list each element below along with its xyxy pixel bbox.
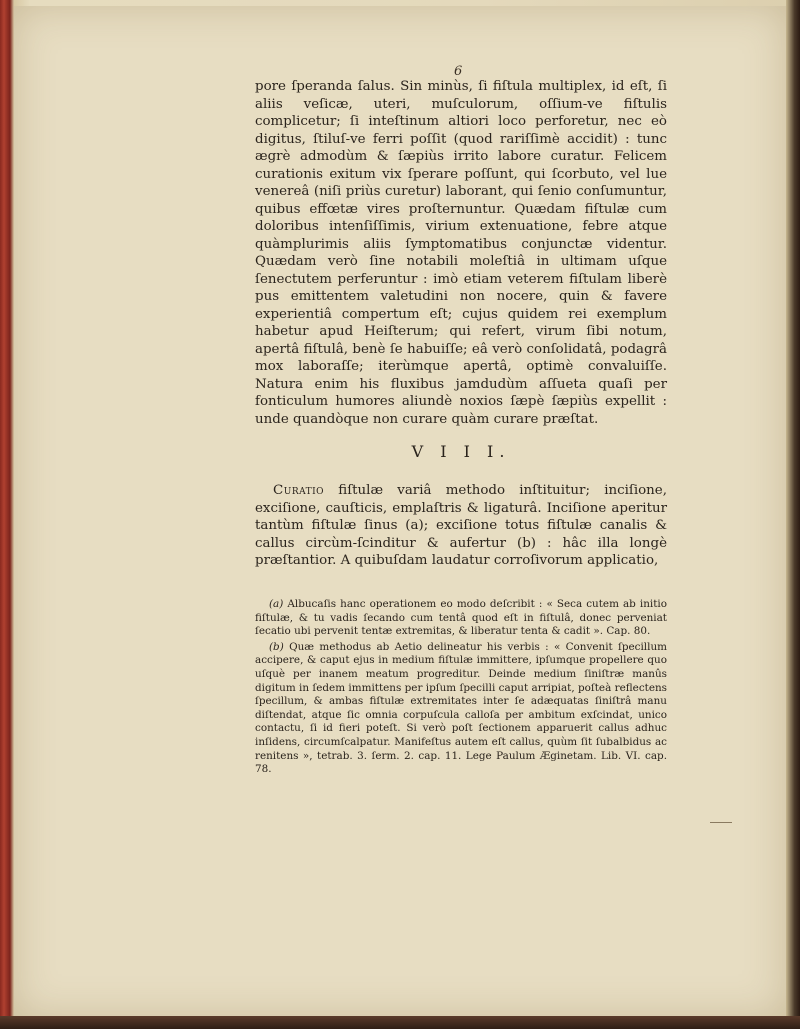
paragraph-1: pore ſperanda ſalus. Sin minùs, ſi fiſtula multiplex, id eſt, ſi aliis veſicæ, uteri, muſculorum, oſſium-ve fiſtulis complicetur; ſi inteſtinum altiori loco perforetur, nec eò digitus, ſtiluſ-ve ferri poſſit (quod rariſſimè accidit) : tunc ægrè admodùm & ſæpiùs irrito labore curatur. Felicem curationis exitum vix ſperare poſſunt, qui ſcorbuto, vel lue venereâ (niſi priùs curetur) laborant, qui ſenio conſumuntur, quibus effœtæ vires proſternuntur. Quædam fiſtulæ cum doloribus intenſiſſimis, virium extenuatione, febre atque quàmplurimis aliis ſymptomatibus conjunctæ videntur. Quædam verò ſine notabili moleſtiâ in ultimam uſque ſenectutem perferuntur : imò etiam veterem fiſtulam liberè pus emittentem valetudini non nocere, quin & favere experientiâ compertum eſt; cujus quidem rei exemplum habetur apud Heiſterum; qui refert, virum ſibi notum, apertâ fiſtulâ, benè ſe habuiſſe; eâ verò conſolidatâ, podagrâ mox laboraſſe; iterùmque apertâ, optimè convaluiſſe. Natura enim his fluxibus jamdudùm aſſueta quaſi per fonticulum humores aliundè noxios ſæpè ſæpiùs expellit : unde quandòque non curare quàm curare præſtat. (255, 79, 667, 427)
footnote-a (255, 598, 667, 639)
footnote-b-text: Quæ methodus ab Aetio delineatur his verbis : « Convenit ſpecillum accipere, & caput ejus in medium fiſtulæ immittere, ipſumque propellere quo uſquè per inanem meatum progreditur. Deinde medium ſiniſtræ manûs digitum in ſedem immittens per ipſum ſpecilli caput arripiat, poſteà reflectens ſpecillum, & ambas fiſtulæ extremitates inter ſe adæquatas ſiniſtrâ manu diſtendat, atque ſic omnia corpuſcula calloſa per ambitum exſcindat, unico contactu, ſi id fieri poteſt. Si verò poſt ſectionem apparuerit callus adhuc inſidens, circumſcalpatur. Manifeſtus autem eſt callus, quùm ſit ſubalbidus ac renitens », tetrab. 3. ſerm. 2. cap. 11. Lege Paulum Æginetam. Lib. VI. cap. 78. (255, 640, 667, 776)
page-number: 6 (454, 64, 463, 79)
footnote-a-text: Albucaſis hanc operationem eo modo deſcribit : « Seca cutem ab initio fiſtulæ, & tu vadis ſecando cum tentâ quod eſt in fiſtulâ, donec perveniat ſecatio ubi pervenit tentæ extremitas, & liberatur tenta & cadit ». Cap. 80. (255, 598, 667, 638)
page-right-edge (786, 0, 800, 1029)
footnote-b-mark: (b) (269, 640, 284, 653)
paragraph-2 (255, 482, 667, 570)
footnote-a-mark: (a) (269, 598, 284, 610)
paragraph-2-text: fiſtulæ variâ methodo inſtituitur; inciſione, exciſione, cauſticis, emplaſtris & ligaturâ. Inciſione aperitur tantùm fiſtulæ ſinus (a); exciſione totus fiſtulæ canalis & callus circùm-ſcinditur & aufertur (b) : hâc illa longè præſtantior. A quibuſdam laudatur corroſivorum applicatio, (255, 483, 667, 568)
lead-word: Curatio (273, 483, 325, 498)
footnote-b (255, 641, 667, 777)
curatio-paragraph (255, 482, 667, 570)
page-bottom-edge (0, 1016, 800, 1029)
section-heading: V I I I. (411, 442, 511, 461)
footnotes (255, 598, 667, 779)
margin-mark (710, 822, 732, 823)
main-paragraph (255, 78, 667, 428)
